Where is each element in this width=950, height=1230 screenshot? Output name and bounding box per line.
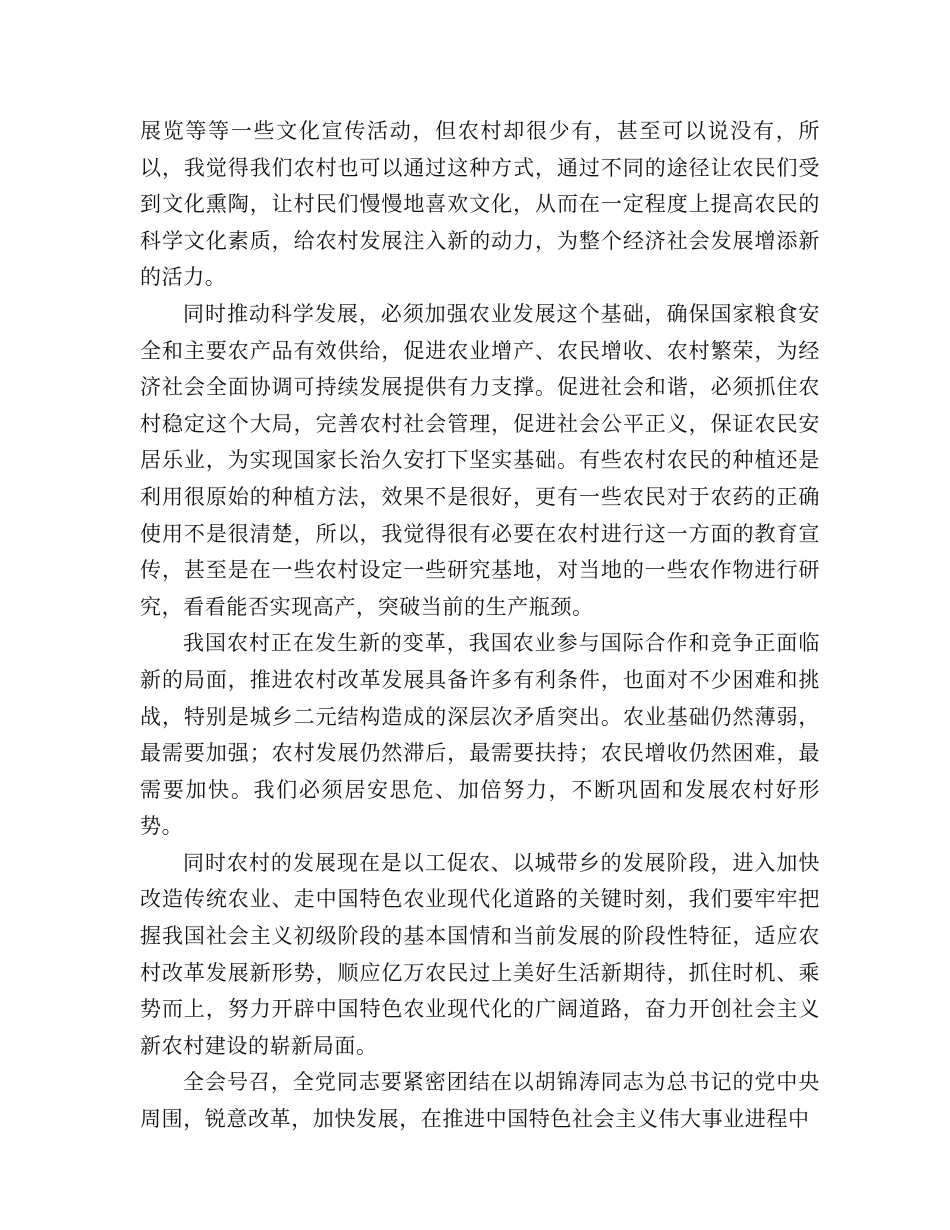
document-body: [140, 113, 820, 1138]
paragraph-3: 我国农村正在发生新的变革，我国农业参与国际合作和竞争正面临新的局面，推进农村改革发展具备许多有利条件，也面对不少困难和挑战，特别是城乡二元结构造成的深层次矛盾突出。农业基础仍然薄弱，最需要加强；农村发展仍然滞后，最需要扶持；农民增收仍然困难，最需要加快。我们必须居安思危、加倍努力，不断巩固和发展农村好形势。: [140, 631, 820, 839]
paragraph-4: 同时农村的发展现在是以工促农、以城带乡的发展阶段，进入加快改造传统农业、走中国特色农业现代化道路的关键时刻，我们要牢牢把握我国社会主义初级阶段的基本国情和当前发展的阶段性特征，适应农村改革发展新形势，顺应亿万农民过上美好生活新期待，抓住时机、乘势而上，努力开辟中国特色农业现代化的广阔道路，奋力开创社会主义新农村建设的崭新局面。: [140, 850, 820, 1058]
paragraph-2: 同时推动科学发展，必须加强农业发展这个基础，确保国家粮食安全和主要农产品有效供给，促进农业增产、农民增收、农村繁荣，为经济社会全面协调可持续发展提供有力支撑。促进社会和谐，必须抓住农村稳定这个大局，完善农村社会管理，促进社会公平正义，保证农民安居乐业，为实现国家长治久安打下坚实基础。有些农村农民的种植还是利用很原始的种植方法，效果不是很好，更有一些农民对于农药的正确使用不是很清楚，所以，我觉得很有必要在农村进行这一方面的教育宣传，甚至是在一些农村设定一些研究基地，对当地的一些农作物进行研究，看看能否实现高产，突破当前的生产瓶颈。: [140, 301, 820, 619]
paragraph-5: 全会号召，全党同志要紧密团结在以胡锦涛同志为总书记的党中央周围，锐意改革，加快发展，在推进中国特色社会主义伟大事业进程中: [140, 1070, 820, 1132]
paragraph-1: 展览等等一些文化宣传活动，但农村却很少有，甚至可以说没有，所以，我觉得我们农村也可以通过这种方式，通过不同的途径让农民们受到文化熏陶，让村民们慢慢地喜欢文化，从而在一定程度上提高农民的科学文化素质，给农村发展注入新的动力，为整个经济社会发展增添新的活力。: [140, 119, 820, 290]
